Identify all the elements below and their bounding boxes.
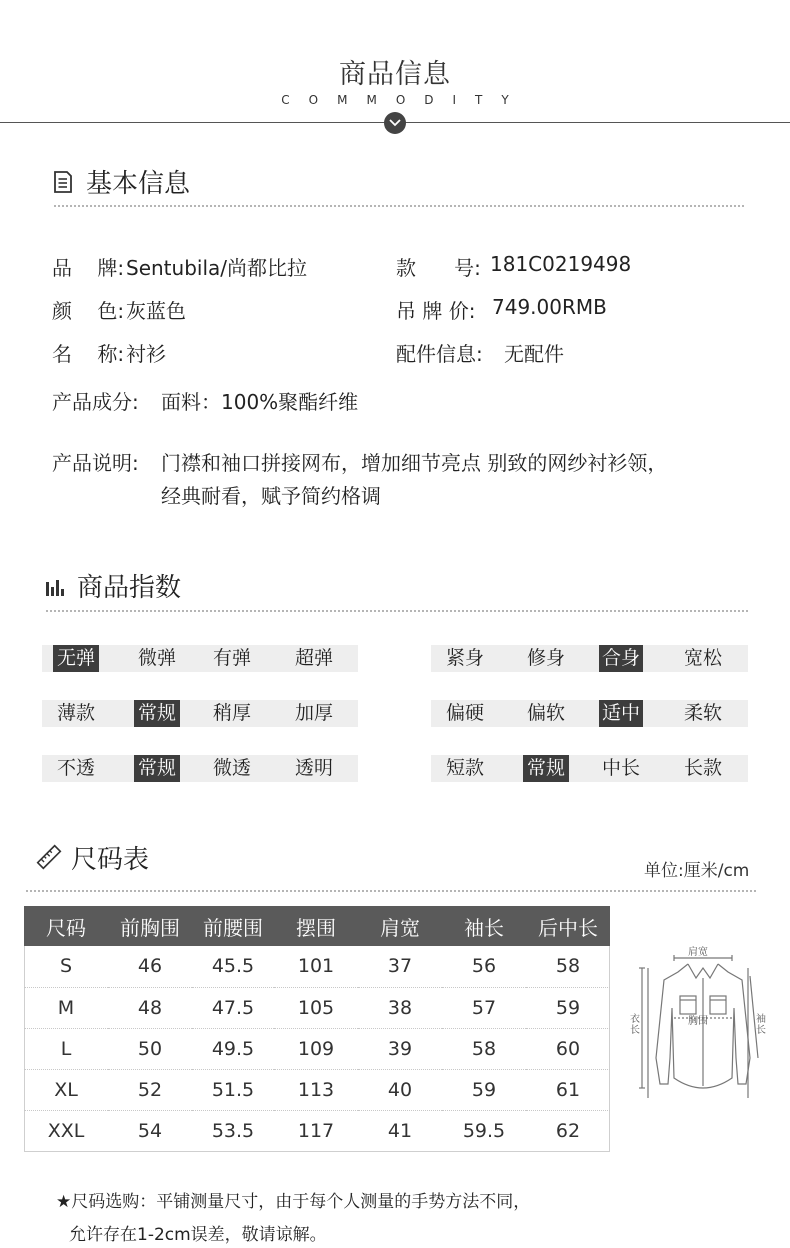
index-row	[42, 700, 358, 727]
description-line-2: 经典耐看，赋予简约格调	[161, 484, 381, 508]
chevron-down-icon	[384, 112, 406, 134]
index-option: 不透	[56, 757, 95, 779]
table-cell: 109	[274, 1028, 358, 1069]
composition-label: 产品成分:	[52, 390, 139, 414]
index-option: 中长	[601, 757, 640, 779]
index-option-selected: 常规	[523, 755, 569, 782]
table-cell: M	[24, 987, 108, 1028]
table-cell: 61	[526, 1069, 610, 1110]
color-label: 颜 色:	[52, 299, 125, 323]
table-cell: 46	[137, 955, 163, 978]
size-column-header: 肩宽	[358, 906, 442, 946]
index-divider	[46, 610, 748, 612]
table-cell: L	[24, 1028, 108, 1069]
table-cell: 56	[471, 955, 497, 978]
table-cell: 117	[274, 1110, 358, 1151]
table-cell: XL	[24, 1069, 108, 1110]
basic-info-divider	[54, 205, 744, 207]
table-cell: 38	[358, 987, 442, 1028]
description-label: 产品说明:	[52, 451, 139, 475]
table-cell: 47.5	[192, 987, 274, 1028]
size-column-header: 尺码	[24, 906, 108, 946]
table-cell: 59	[442, 1069, 526, 1110]
page-title: 商品信息	[339, 59, 451, 90]
brand-value: Sentubila/尚都比拉	[126, 256, 307, 280]
index-row	[42, 645, 358, 672]
accessory-value: 无配件	[504, 342, 564, 366]
style-number-label: 款 号:	[396, 256, 481, 280]
diagram-shoulder-label: 肩宽	[688, 947, 708, 958]
size-divider	[26, 890, 756, 892]
unit-label: 单位:厘米/cm	[644, 861, 750, 881]
index-option: 加厚	[294, 702, 333, 724]
table-cell: 50	[108, 1028, 192, 1069]
index-option: 薄款	[56, 702, 95, 724]
table-row	[24, 946, 610, 987]
page-subtitle: COMMODITY	[281, 93, 528, 107]
index-option-selected: 合身	[599, 645, 643, 672]
table-row	[24, 1028, 610, 1069]
index-option: 超弹	[294, 647, 333, 669]
table-cell: 101	[297, 955, 335, 978]
table-cell: 59.5	[442, 1110, 526, 1151]
index-option: 长款	[683, 757, 722, 779]
table-cell: 49.5	[192, 1028, 274, 1069]
index-row	[431, 645, 748, 672]
name-value: 衬衫	[126, 342, 166, 366]
document-icon	[53, 171, 73, 197]
table-cell: 48	[108, 987, 192, 1028]
table-cell: 60	[526, 1028, 610, 1069]
size-column-header: 前胸围	[108, 906, 192, 946]
size-column-header: 后中长	[526, 906, 610, 946]
shirt-measurement-diagram	[628, 938, 778, 1108]
index-option: 紧身	[445, 647, 484, 669]
size-table-header	[24, 906, 610, 946]
diagram-sleeve-label: 袖长	[756, 1014, 766, 1036]
color-value: 灰蓝色	[126, 299, 186, 323]
index-option: 透明	[294, 757, 333, 779]
price-label: 吊 牌 价:	[396, 299, 476, 323]
table-cell: 58	[555, 955, 581, 978]
index-option-selected: 常规	[134, 700, 180, 727]
table-cell: 53.5	[192, 1110, 274, 1151]
basic-info-title: 基本信息	[86, 169, 191, 199]
size-note-line-1: ★尺码选购：平铺测量尺寸，由于每个人测量的手势方法不同，	[56, 1192, 531, 1212]
name-label: 名 称:	[52, 342, 125, 366]
price-value: 749.00RMB	[492, 295, 607, 319]
table-cell: 54	[108, 1110, 192, 1151]
table-cell: 113	[274, 1069, 358, 1110]
table-cell: XXL	[24, 1110, 108, 1151]
diagram-chest-label: 胸围	[688, 1016, 708, 1027]
bar-chart-icon	[46, 577, 66, 601]
size-note-line-2: 允许存在1-2cm误差，敬请谅解。	[69, 1225, 327, 1245]
index-title: 商品指数	[77, 573, 182, 603]
table-cell: 41	[358, 1110, 442, 1151]
index-option-selected: 适中	[599, 700, 643, 727]
index-option: 稍厚	[212, 702, 251, 724]
table-cell: 37	[387, 955, 413, 978]
index-option-selected: 常规	[134, 755, 180, 782]
style-number-value: 181C0219498	[490, 252, 632, 276]
diagram-length-label: 衣长	[630, 1014, 640, 1036]
size-column-header: 摆围	[274, 906, 358, 946]
composition-value: 面料：100%聚酯纤维	[161, 390, 359, 414]
table-cell: 45.5	[211, 955, 255, 978]
table-cell: 51.5	[192, 1069, 274, 1110]
index-row	[431, 700, 748, 727]
table-row	[24, 987, 610, 1028]
index-option: 柔软	[683, 702, 722, 724]
index-option: 修身	[526, 647, 565, 669]
index-option: 微透	[212, 757, 251, 779]
index-row	[431, 755, 748, 782]
brand-label: 品 牌:	[52, 256, 125, 280]
table-cell: 59	[526, 987, 610, 1028]
accessory-label: 配件信息:	[396, 342, 483, 366]
index-option: 宽松	[683, 647, 722, 669]
size-column-header: 袖长	[442, 906, 526, 946]
table-cell: 52	[108, 1069, 192, 1110]
size-chart-title: 尺码表	[71, 845, 150, 875]
ruler-icon	[36, 844, 62, 874]
table-cell: 58	[442, 1028, 526, 1069]
index-option: 偏软	[526, 702, 565, 724]
index-option: 有弹	[212, 647, 251, 669]
size-column-header: 前腰围	[192, 906, 274, 946]
index-option: 短款	[445, 757, 484, 779]
index-row	[42, 755, 358, 782]
size-table	[24, 906, 610, 1151]
table-cell: 105	[274, 987, 358, 1028]
table-row	[24, 1069, 610, 1110]
table-cell: S	[59, 955, 73, 978]
table-row	[24, 1110, 610, 1151]
index-option-selected: 无弹	[53, 645, 99, 672]
table-cell: 57	[442, 987, 526, 1028]
description-line-1: 门襟和袖口拼接网布，增加细节亮点 别致的网纱衬衫领，	[161, 451, 668, 475]
table-cell: 39	[358, 1028, 442, 1069]
index-option: 微弹	[137, 647, 176, 669]
index-option: 偏硬	[445, 702, 484, 724]
table-cell: 40	[358, 1069, 442, 1110]
table-cell: 62	[526, 1110, 610, 1151]
